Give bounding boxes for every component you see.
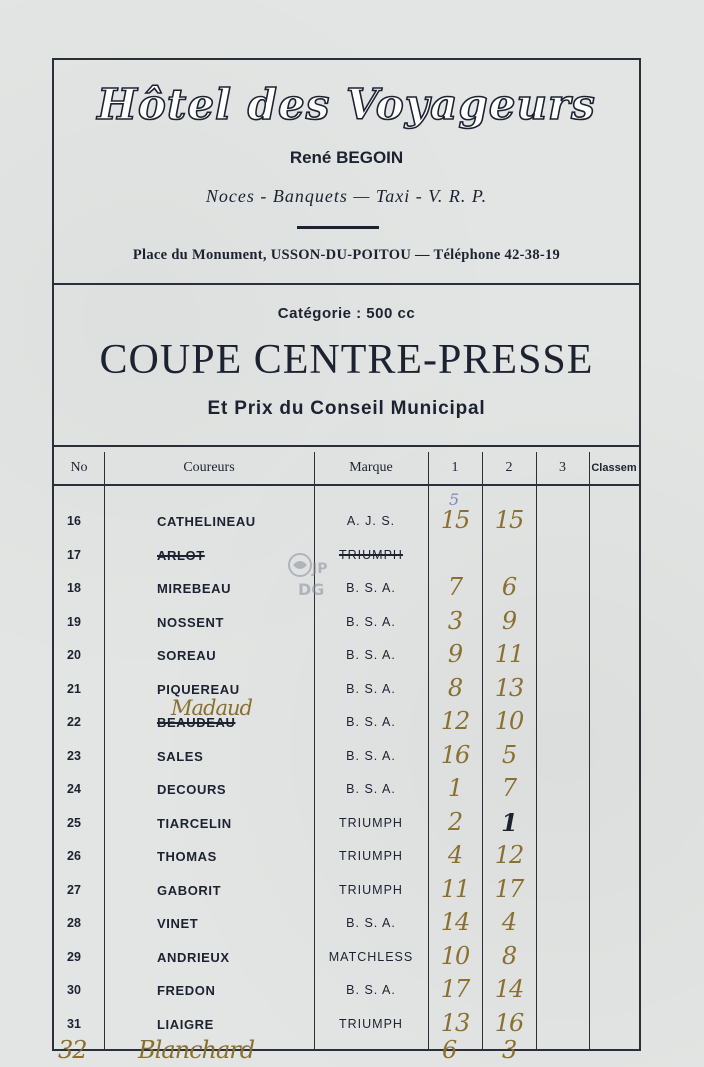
- column-header-heat-3: 3: [559, 460, 566, 475]
- rider-brand: B. S. A.: [346, 581, 396, 595]
- rider-brand: B. S. A.: [346, 614, 396, 629]
- rider-name: FREDON: [157, 983, 216, 998]
- heat-1-result: 10: [440, 941, 470, 970]
- rider-name: SALES: [157, 748, 204, 764]
- rider-name: MIREBEAU: [157, 581, 232, 596]
- rider-name: ARLOT: [157, 547, 205, 563]
- rider-number: 20: [67, 648, 81, 662]
- column-divider: [104, 452, 105, 1051]
- address-line: Place du Monument, USSON-DU-POITOU — Téléphone 42-38-19: [132, 247, 561, 263]
- rider-number: 27: [67, 882, 81, 897]
- pencil-mark: 5: [449, 490, 460, 509]
- svg-text:DG: DG: [298, 580, 325, 599]
- heat-2-result: 10: [494, 707, 524, 735]
- title-divider: [52, 445, 641, 447]
- column-header-no: No: [70, 460, 88, 475]
- cup-title: COUPE CENTRE-PRESSE: [99, 337, 594, 383]
- heat-2-result: 17: [494, 874, 524, 903]
- heat-2-result: 6: [501, 573, 517, 601]
- column-divider: [589, 452, 590, 1051]
- services-line: Noces - Banquets — Taxi - V. R. P.: [205, 186, 488, 206]
- heat-1-result: 15: [440, 506, 470, 534]
- rider-name: DECOURS: [157, 782, 227, 797]
- heat-2-result: 14: [494, 975, 524, 1003]
- heat-2-result: 15: [494, 506, 524, 534]
- prize-subtitle: Et Prix du Conseil Municipal: [207, 398, 486, 419]
- heat-2-result: 16: [494, 1008, 524, 1037]
- heat-1-result: 12: [440, 707, 470, 735]
- heat-1-result: 4: [447, 841, 463, 869]
- heat-1-result: 7: [447, 573, 463, 601]
- heat-1-result: 1: [447, 774, 463, 802]
- rider-number: 21: [67, 681, 81, 696]
- heat-2-result: 13: [494, 673, 524, 702]
- rider-number: 23: [67, 748, 81, 763]
- watermark-stamp: [286, 543, 336, 605]
- rider-number: 16: [67, 514, 81, 528]
- rider-name: THOMAS: [157, 849, 217, 864]
- handwritten-extra-name: Blanchard: [138, 1036, 255, 1064]
- rider-brand: TRIUMPH: [339, 1016, 403, 1031]
- rider-number: 25: [67, 815, 81, 830]
- heat-2-result: 9: [501, 606, 517, 635]
- rider-brand: B. S. A.: [346, 748, 396, 763]
- column-header-ranking: Classem: [591, 462, 637, 474]
- rider-brand: TRIUMPH: [339, 849, 403, 863]
- heat-2-result: 5: [501, 740, 517, 769]
- rider-brand: B. S. A.: [346, 715, 396, 729]
- heat-2-result: 12: [494, 841, 524, 869]
- rider-name: BEAUDEAU: [157, 715, 236, 730]
- heat-2-result: 7: [501, 774, 517, 802]
- handwritten-extra-heat-2: 3: [502, 1036, 517, 1064]
- rider-name: SOREAU: [157, 648, 217, 663]
- rider-name: LIAIGRE: [157, 1016, 214, 1032]
- rider-number: 18: [67, 581, 81, 595]
- decorative-rule: [297, 226, 379, 229]
- column-header-heat-2: 2: [505, 460, 513, 475]
- heat-2-result: 11: [494, 640, 524, 668]
- heat-1-result: 2: [447, 807, 463, 836]
- heat-1-result: 14: [440, 908, 470, 936]
- heat-2-result: 4: [501, 908, 517, 936]
- stamp-text: JP: [312, 561, 328, 577]
- rider-brand: TRIUMPH: [339, 815, 403, 830]
- rider-brand: MATCHLESS: [328, 949, 414, 964]
- rider-brand: B. S. A.: [346, 916, 396, 930]
- rider-brand: TRIUMPH: [339, 547, 403, 562]
- rider-brand: B. S. A.: [346, 782, 396, 796]
- rider-brand: A. J. S.: [346, 514, 396, 528]
- rider-name: GABORIT: [157, 882, 222, 898]
- rider-number: 24: [67, 782, 81, 796]
- rider-number: 22: [67, 715, 81, 729]
- column-header-riders: Coureurs: [183, 460, 235, 475]
- rider-name: PIQUEREAU: [157, 681, 240, 697]
- heat-1-result: 17: [440, 975, 470, 1003]
- heat-2-result: 1: [501, 807, 517, 837]
- rider-name: ANDRIEUX: [157, 949, 230, 965]
- rider-name: NOSSENT: [157, 614, 225, 630]
- header-divider: [52, 283, 641, 285]
- table-header-divider: [52, 484, 641, 486]
- heat-1-result: 8: [447, 673, 463, 702]
- rider-number: 30: [67, 983, 81, 997]
- heat-1-result: 11: [440, 874, 470, 903]
- heat-1-result: 13: [440, 1008, 470, 1037]
- rider-brand: B. S. A.: [346, 983, 396, 997]
- category-label: Catégorie : 500 cc: [277, 305, 416, 322]
- rider-number: 17: [67, 547, 81, 562]
- column-header-heat-1: 1: [451, 460, 459, 475]
- rider-number: 19: [67, 614, 81, 629]
- heat-1-result: 9: [447, 640, 463, 668]
- column-divider: [536, 452, 537, 1051]
- hotel-name: Hôtel des Voyageurs: [97, 80, 596, 129]
- rider-number: 28: [67, 916, 81, 930]
- handwritten-extra-number: 32: [58, 1036, 87, 1064]
- rider-number: 31: [67, 1016, 81, 1031]
- heat-1-result: 16: [440, 740, 470, 769]
- owner-name: René BEGOIN: [289, 148, 404, 167]
- rider-number: 26: [67, 849, 81, 863]
- rider-brand: B. S. A.: [346, 648, 396, 662]
- rider-brand: B. S. A.: [346, 681, 396, 696]
- heat-2-result: 8: [501, 941, 517, 970]
- rider-number: 29: [67, 949, 81, 964]
- column-header-brand: Marque: [349, 460, 393, 475]
- rider-name: VINET: [157, 916, 199, 931]
- heat-1-result: 3: [447, 606, 463, 635]
- rider-name: CATHELINEAU: [157, 514, 256, 529]
- rider-brand: TRIUMPH: [339, 882, 403, 897]
- rider-name: TIARCELIN: [157, 815, 232, 831]
- handwritten-extra-heat-1: 6: [442, 1036, 457, 1064]
- handwritten-replacement-name: Madaud: [171, 696, 252, 720]
